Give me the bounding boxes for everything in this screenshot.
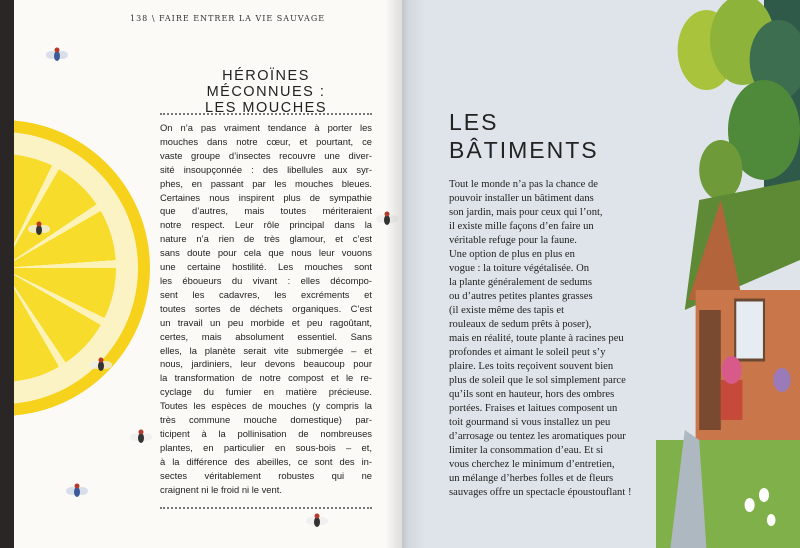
text-line: elles, la planète serait vite submergée – et <box>160 344 372 356</box>
text-line: cyclage du fumier en matière précieuse. <box>160 386 372 398</box>
text-line: toit gourmand si vous installez un peu <box>449 417 611 428</box>
divider <box>160 113 372 115</box>
running-header: 138 \ FAIRE ENTRER LA VIE SAUVAGE <box>130 14 326 23</box>
text-line: véritable refuge pour la faune. <box>449 235 577 246</box>
text-line: (il existe même des tapis et <box>449 305 565 316</box>
text-line: à la différence des abeilles, ce sont des in- <box>160 455 372 467</box>
text-line: la plante généralement de sedums <box>449 277 592 288</box>
fly-icon <box>28 220 50 238</box>
text-line: très commune mouche domestique) par- <box>160 414 372 426</box>
fly-icon <box>46 46 68 64</box>
section-title <box>449 108 599 164</box>
garden-shed-illustration <box>656 0 800 548</box>
title-line: LES <box>449 109 499 135</box>
left-page <box>14 0 402 548</box>
title-line: HÉROÏNES <box>222 68 310 84</box>
fly-icon <box>376 210 398 228</box>
text-line: Une option de plus en plus en <box>449 249 575 260</box>
text-line: plantes, en particulier en sous-bois – et, <box>160 441 372 453</box>
text-line: son jardin, mais pour ceux qui l’ont, <box>449 207 603 218</box>
fly-icon <box>130 428 152 446</box>
text-line: mais en réalité, toute plante à racines peu <box>449 333 624 344</box>
text-line: craignent ni le froid ni le vent. <box>160 483 282 495</box>
text-line: phes, en passant par les mouches bleues. <box>160 177 372 189</box>
fly-icon <box>66 482 88 500</box>
body-text <box>449 178 631 500</box>
text-line: la transformation de notre compost et le re- <box>160 372 372 384</box>
text-line: un mélange d’herbes folles et de fleurs <box>449 473 614 484</box>
lemon-slice-illustration <box>14 120 150 416</box>
text-line: un travail un peu morbide et peu ragoûtant, <box>160 316 372 328</box>
text-line: sectes véritablement robustes qui ne <box>160 469 372 481</box>
text-line: plus de soleil que le sol simplement parce <box>449 375 626 386</box>
text-line: il existe mille façons d’en faire un <box>449 221 594 232</box>
text-line: sité insoupçonnée : des libellules aux syr- <box>160 163 372 175</box>
text-line: les éboueurs du vivant : elles décompo- <box>160 274 372 286</box>
text-line: sans doute pour cela que nous leur vouons <box>160 247 372 259</box>
text-line: On n’a pas vraiment tendance à porter les <box>160 122 372 133</box>
text-line: vous cherchez le minimum d’entretien, <box>449 459 615 470</box>
text-line: plaire. Les toits reçoivent souvent bien <box>449 361 614 372</box>
text-line: qu’ils sont en hauteur, hors des ombres <box>449 389 615 400</box>
text-line: rouleaux de sedum prêts à poser), <box>449 319 592 330</box>
text-line: notre respect. Leur rôle principal dans la <box>160 219 372 231</box>
text-line: ticipent à la pollinisation de nombreuses <box>160 427 372 439</box>
text-line: ou d’autres petites plantes grasses <box>449 291 593 302</box>
text-line: vogue : la toiture végétalisée. On <box>449 263 590 274</box>
text-line: limiter la consommation d’eau. Et si <box>449 445 604 456</box>
title-line: BÂTIMENTS <box>449 137 599 163</box>
title-line: LES MOUCHES <box>204 100 328 116</box>
text-line: mouches dans notre cœur, et pourtant, ce <box>160 135 372 147</box>
text-line: d’arrosage ou tentez les aromatiques pour <box>449 431 626 442</box>
text-line: une certaine hostilité. Les mouches sont <box>160 261 372 273</box>
divider <box>160 507 372 509</box>
text-line: certes, mais absolument essentiel. Sans <box>160 330 372 342</box>
text-line: toutes sortes de déchets organiques. C’est <box>160 302 372 314</box>
text-line: Toutes les espèces de mouches (y compris la <box>160 400 372 412</box>
text-line: Tout le monde n’a pas la chance de <box>449 179 598 190</box>
section-title <box>160 68 372 116</box>
text-line: sauvages offre un spectacle époustouflant ! <box>449 487 632 498</box>
fly-icon <box>306 512 328 530</box>
text-line: nature n’a rien de très glamour, et c’est <box>160 233 372 245</box>
text-line: nous, jardiniers, leur devons beaucoup pour <box>160 358 372 370</box>
title-line: MÉCONNUES : <box>206 84 326 100</box>
text-line: Certaines nous inspirent plus de sympathie <box>160 191 372 203</box>
right-page <box>402 0 800 548</box>
text-line: profondes et aimant le soleil peut s’y <box>449 347 606 358</box>
text-line: sent les cadavres, les excréments et <box>160 288 372 300</box>
text-line: portées. Fraises et laitues composent un <box>449 403 618 414</box>
body-text <box>160 121 372 496</box>
text-line: que d’autres, mais toutes mériteraient <box>160 205 372 217</box>
text-line: vaste groupe d’insectes recouvre une diver- <box>160 149 372 161</box>
fly-icon <box>90 356 112 374</box>
text-line: pouvoir installer un bâtiment dans <box>449 193 594 204</box>
